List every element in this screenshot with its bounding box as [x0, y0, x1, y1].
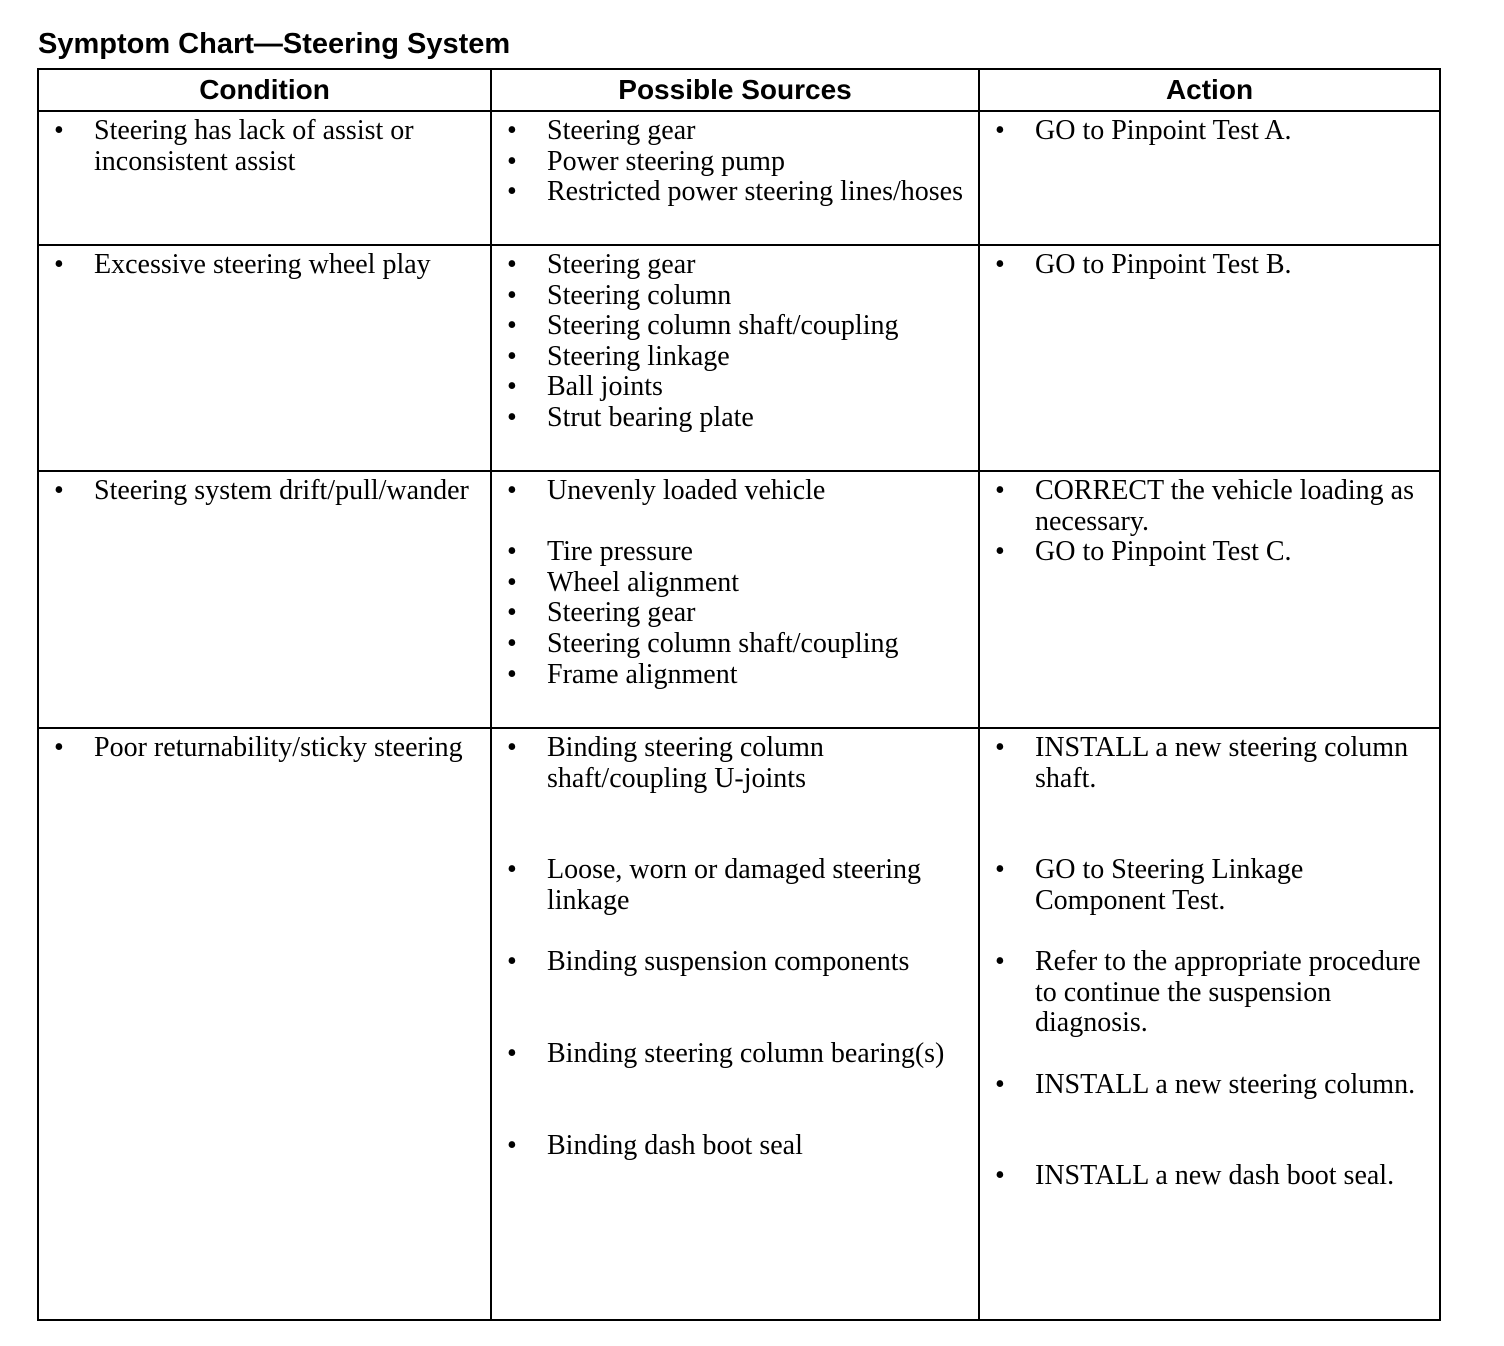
source-item: • Steering column shaft/coupling — [492, 311, 978, 342]
possible-sources-header: Possible Sources — [491, 69, 979, 111]
source-item: • Ball joints — [492, 372, 978, 403]
action-cell — [979, 111, 1440, 245]
source-item: • Steering linkage — [492, 342, 978, 373]
source-item: • Binding suspension components — [492, 947, 978, 978]
source-item: • Binding steering column bearing(s) — [492, 1039, 978, 1070]
source-item: • Tire pressure — [492, 537, 978, 568]
source-item: • Loose, worn or damaged steering linkage — [492, 855, 978, 916]
source-item: • Restricted power steering lines/hoses — [492, 177, 978, 208]
page-title: Symptom Chart—Steering System — [38, 28, 511, 60]
action-item: • INSTALL a new steering column. — [980, 1070, 1439, 1101]
condition-text: • Excessive steering wheel play — [39, 250, 490, 281]
action-cell — [979, 728, 1440, 1320]
table-row — [38, 111, 1440, 245]
action-item: • GO to Pinpoint Test A. — [980, 116, 1439, 147]
sources-cell — [491, 471, 979, 728]
table-row — [38, 471, 1440, 728]
condition-cell — [38, 728, 491, 1320]
table-row — [38, 245, 1440, 471]
header-row — [38, 69, 1440, 111]
action-item: • GO to Pinpoint Test C. — [980, 537, 1439, 568]
sources-cell — [491, 728, 979, 1320]
table-row — [38, 728, 1440, 1320]
action-header: Action — [979, 69, 1440, 111]
source-item: • Frame alignment — [492, 660, 978, 691]
condition-text: • Steering system drift/pull/wander — [39, 476, 490, 507]
source-item: • Binding steering column shaft/coupling U-joints — [492, 733, 978, 794]
action-item: • GO to Pinpoint Test B. — [980, 250, 1439, 281]
action-cell — [979, 471, 1440, 728]
condition-cell — [38, 111, 491, 245]
source-item: • Power steering pump — [492, 147, 978, 178]
source-item: • Steering gear — [492, 116, 978, 147]
condition-text: • Poor returnability/sticky steering — [39, 733, 490, 764]
source-item: • Unevenly loaded vehicle — [492, 476, 978, 507]
condition-text: • Steering has lack of assist or inconsistent assist — [39, 116, 490, 177]
source-item: • Binding dash boot seal — [492, 1131, 978, 1162]
source-item: • Wheel alignment — [492, 568, 978, 599]
source-item: • Strut bearing plate — [492, 403, 978, 434]
action-item: • INSTALL a new dash boot seal. — [980, 1161, 1439, 1192]
source-item: • Steering column — [492, 281, 978, 312]
sources-cell — [491, 245, 979, 471]
condition-cell — [38, 245, 491, 471]
symptom-chart-table — [37, 68, 1441, 1321]
action-item: • Refer to the appropriate procedure to continue the suspension diagnosis. — [980, 947, 1439, 1039]
source-item: • Steering gear — [492, 250, 978, 281]
action-cell — [979, 245, 1440, 471]
action-item: • INSTALL a new steering column shaft. — [980, 733, 1439, 794]
condition-cell — [38, 471, 491, 728]
action-item: • GO to Steering Linkage Component Test. — [980, 855, 1439, 916]
sources-cell — [491, 111, 979, 245]
source-item: • Steering column shaft/coupling — [492, 629, 978, 660]
source-item: • Steering gear — [492, 598, 978, 629]
condition-header: Condition — [38, 69, 491, 111]
action-item: • CORRECT the vehicle loading as necessary. — [980, 476, 1439, 537]
